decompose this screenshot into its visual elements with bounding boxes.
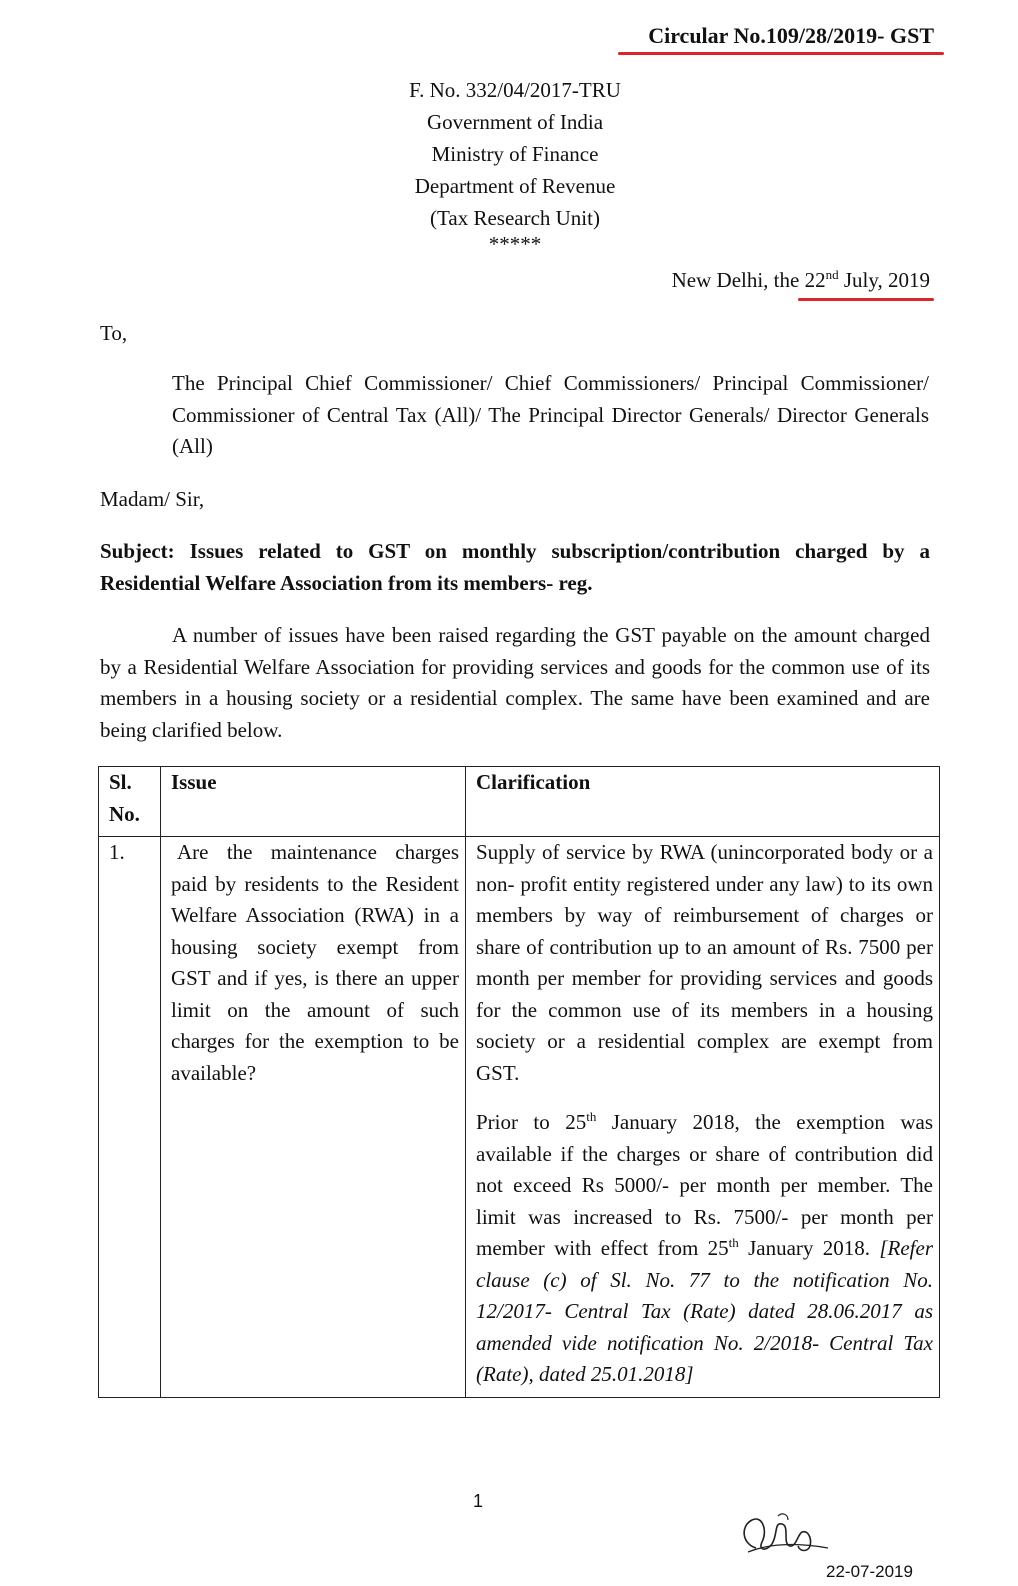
signature-date: 22-07-2019 — [826, 1562, 913, 1581]
government-line: Government of India — [426, 110, 604, 134]
circular-number: Circular No.109/28/2019- GST — [648, 23, 934, 48]
addressee: The Principal Chief Commissioner/ Chief Commissioners/ Principal Commissioner/ Commissioner of Central Tax (All)/ The Principal Director Generals/ Director Generals (All) — [172, 371, 929, 458]
dateline-prefix: New Delhi, the — [671, 268, 805, 292]
page-number: 1 — [472, 1491, 483, 1511]
dateline-day-suffix: nd — [825, 267, 839, 282]
table-row — [99, 837, 940, 1398]
circular-number-underline — [618, 52, 944, 55]
intro-paragraph: A number of issues have been raised regarding the GST payable on the amount charged by a Residential Welfare Association for providing services and goods for the common use of its members in a housing society or a residential complex. The same have been examined and are being clarified below. — [100, 623, 930, 742]
table-header-row — [99, 767, 940, 837]
subject: Subject: Issues related to GST on monthly subscription/contribution charged by a Residential Welfare Association from its members- reg. — [100, 539, 930, 595]
clarification-text: January 2018, the exemption was available if the charges or share of contribution did not exceed Rs 5000/- per month per member. The limit was increased to Rs. 7500/- per month per member with effect from 25 — [476, 1110, 933, 1260]
department-line: Department of Revenue — [414, 174, 616, 198]
dateline-day: 22 — [804, 268, 826, 292]
dateline — [672, 265, 930, 297]
issues-table — [98, 766, 940, 1398]
signature — [738, 1508, 830, 1560]
to-line: To, — [100, 321, 128, 345]
row-clarification — [466, 837, 940, 1398]
header-clarification: Clarification — [466, 767, 940, 837]
letter-header — [0, 74, 1018, 254]
unit-line: (Tax Research Unit) — [430, 206, 600, 230]
salutation: Madam/ Sir, — [100, 487, 205, 511]
clarification-text: Prior to 25 — [476, 1110, 587, 1134]
ministry-line: Ministry of Finance — [431, 142, 599, 166]
date-underline — [798, 298, 934, 301]
ordinal-suffix: th — [586, 1109, 597, 1124]
row-sl-no: 1. — [99, 837, 161, 1398]
clarification-paragraph-1: Supply of service by RWA (unincorporated body or a non- profit entity registered under any law) to its own members by way of reimbursement of charges or share of contribution up to an amount of Rs. 7500 per month per member for providing services and goods for the common use of its members in a housing society or a residential complex are exempt from GST. — [476, 840, 933, 1085]
clarification-text: January 2018. — [738, 1236, 880, 1260]
clarification-paragraph-2 — [476, 1107, 933, 1391]
dateline-month-year: July, 2019 — [838, 268, 930, 292]
notification-reference: [Refer clause (c) of Sl. No. 77 to the notification No. 12/2017- Central Tax (Rate) dated 28.06.2017 as amended vide notification No. 2/2018- Central Tax (Rate), dated 25.01.2018] — [476, 1236, 933, 1386]
header-sl-no: Sl. No. — [99, 767, 161, 837]
header-issue: Issue — [161, 767, 466, 837]
file-number: F. No. 332/04/2017-TRU — [409, 78, 621, 102]
row-issue: Are the maintenance charges paid by residents to the Resident Welfare Association (RWA) in a housing society exempt from GST and if yes, is there an upper limit on the amount of such charges for the exemption to be available? — [161, 837, 466, 1398]
header-separator: ***** — [488, 232, 542, 256]
ordinal-suffix: th — [728, 1235, 739, 1250]
